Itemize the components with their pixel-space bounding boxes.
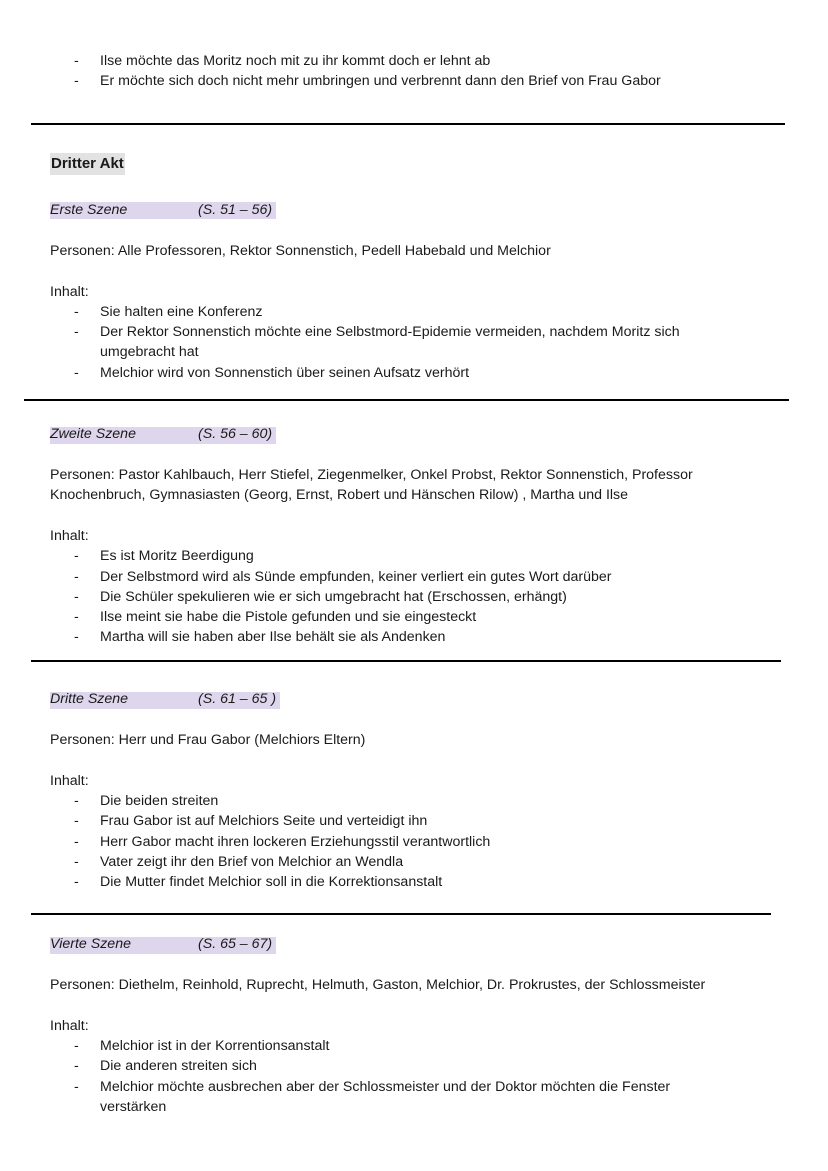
list-item-continued: umgebracht hat [100,344,199,360]
scene-title: Dritte Szene [50,691,129,707]
inhalt-label: Inhalt: [50,284,89,300]
scene-pages: (S. 56 – 60) [198,426,273,442]
list-item: Es ist Moritz Beerdigung [100,548,254,564]
scene-pages: (S. 61 – 65 ) [198,691,277,707]
scene-pages: (S. 65 – 67) [198,936,273,952]
bullet-dash: - [74,365,79,381]
scene-pages: (S. 51 – 56) [198,202,273,218]
list-item: Vater zeigt ihr den Brief von Melchior an Wendla [100,854,404,870]
scene-title: Zweite Szene [50,426,136,442]
section-divider [24,399,789,401]
intro-bullet: Ilse möchte das Moritz noch mit zu ihr kommt doch er lehnt ab [100,53,491,69]
bullet-dash: - [74,1058,79,1074]
personen-line: Personen: Diethelm, Reinhold, Ruprecht, Helmuth, Gaston, Melchior, Dr. Prokrustes, der Schlossmeister [50,977,706,993]
personen-line: Knochenbruch, Gymnasiasten (Georg, Ernst, Robert und Hänschen Rilow) , Martha und Ilse [50,487,629,503]
bullet-dash: - [74,793,79,809]
inhalt-label: Inhalt: [50,528,89,544]
list-item: Frau Gabor ist auf Melchiors Seite und verteidigt ihn [100,813,428,829]
bullet-dash: - [74,854,79,870]
inhalt-label: Inhalt: [50,1018,89,1034]
bullet-dash: - [74,569,79,585]
list-item: Die Mutter findet Melchior soll in die Korrektionsanstalt [100,874,443,890]
list-item: Der Selbstmord wird als Sünde empfunden, keiner verliert ein gutes Wort darüber [100,569,612,585]
list-item: Melchior möchte ausbrechen aber der Schlossmeister und der Doktor möchten die Fenster [100,1079,671,1095]
intro-bullet: Er möchte sich doch nicht mehr umbringen und verbrennt dann den Brief von Frau Gabor [100,73,661,89]
bullet-dash: - [74,589,79,605]
list-item: Melchior ist in der Korrentionsanstalt [100,1038,330,1054]
list-item: Ilse meint sie habe die Pistole gefunden und sie eingesteckt [100,609,477,625]
personen-line: Personen: Pastor Kahlbauch, Herr Stiefel, Ziegenmelker, Onkel Probst, Rektor Sonnenstich, Professor [50,467,693,483]
bullet-dash: - [74,834,79,850]
list-item: Sie halten eine Konferenz [100,304,263,320]
section-divider [31,660,781,662]
bullet-dash: - [74,73,79,89]
bullet-dash: - [74,324,79,340]
bullet-dash: - [74,1038,79,1054]
list-item-continued: verstärken [100,1099,167,1115]
inhalt-label: Inhalt: [50,773,89,789]
scene-title: Erste Szene [50,202,128,218]
bullet-dash: - [74,609,79,625]
list-item: Herr Gabor macht ihren lockeren Erziehungsstil verantwortlich [100,834,491,850]
personen-line: Personen: Alle Professoren, Rektor Sonnenstich, Pedell Habebald und Melchior [50,243,551,259]
bullet-dash: - [74,548,79,564]
bullet-dash: - [74,304,79,320]
bullet-dash: - [74,53,79,69]
section-divider [31,123,785,125]
list-item: Die anderen streiten sich [100,1058,257,1074]
bullet-dash: - [74,813,79,829]
act-title: Dritter Akt [50,153,125,175]
bullet-dash: - [74,874,79,890]
bullet-dash: - [74,629,79,645]
scene-title: Vierte Szene [50,936,131,952]
list-item: Die beiden streiten [100,793,219,809]
list-item: Martha will sie haben aber Ilse behält sie als Andenken [100,629,446,645]
list-item: Die Schüler spekulieren wie er sich umgebracht hat (Erschossen, erhängt) [100,589,567,605]
personen-line: Personen: Herr und Frau Gabor (Melchiors Eltern) [50,732,366,748]
bullet-dash: - [74,1079,79,1095]
list-item: Melchior wird von Sonnenstich über seinen Aufsatz verhört [100,365,470,381]
list-item: Der Rektor Sonnenstich möchte eine Selbstmord-Epidemie vermeiden, nachdem Moritz sich [100,324,680,340]
section-divider [31,913,771,915]
